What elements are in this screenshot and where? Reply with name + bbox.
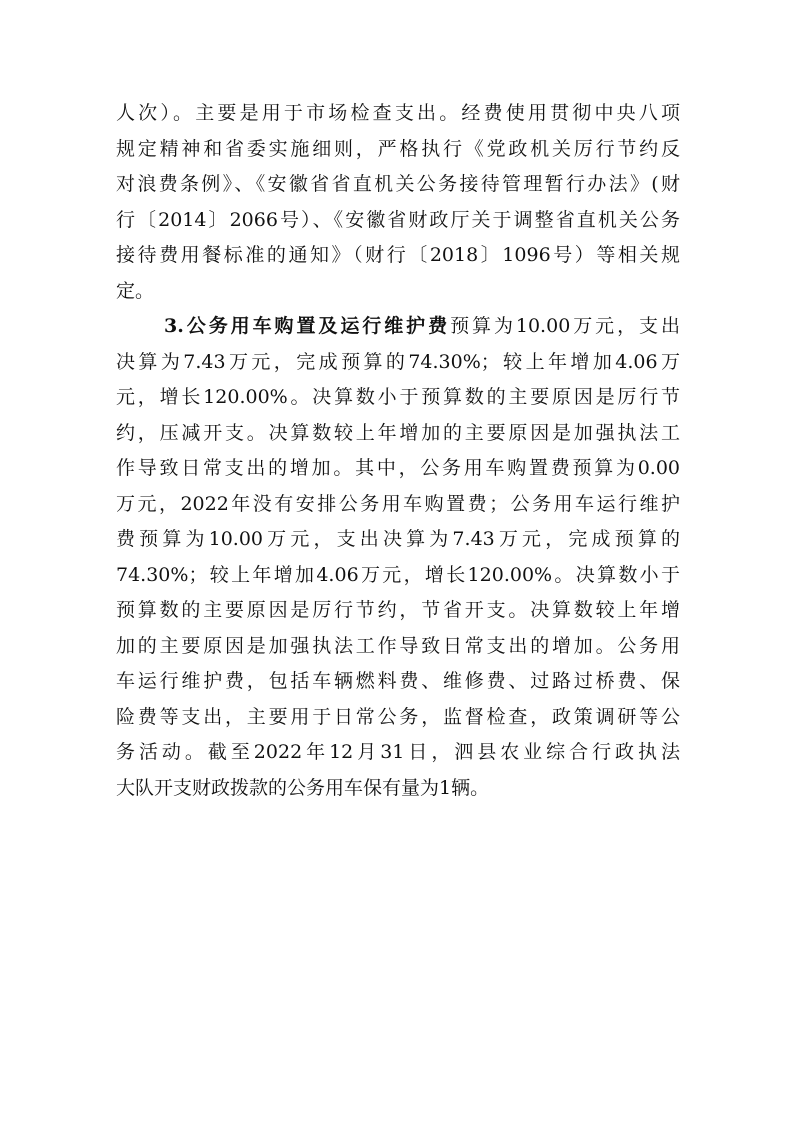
text-line: 决算为7.43万元，完成预算的74.30%；较上年增加4.06万 [116,350,680,373]
text-line: 规定精神和省委实施细则，严格执行《党政机关厉行节约反 [116,137,680,160]
text-line: 加的主要原因是加强执法工作导致日常支出的增加。公务用 [116,634,680,657]
paragraph-official-vehicles [116,309,680,806]
first-line-text: 预算为10.00万元，支出 [450,315,680,337]
text-line: 接待费用餐标准的通知》（财行〔2018〕1096号）等相关规 [116,244,680,266]
text-line: 元，增长120.00%。决算数小于预算数的主要原因是厉行节 [116,386,680,408]
text-line: 车运行维护费，包括车辆燃料费、维修费、过路过桥费、保 [116,670,680,692]
text-line: 万元，2022年没有安排公务用车购置费；公务用车运行维护 [116,492,680,515]
text-line: 作导致日常支出的增加。其中，公务用车购置费预算为0.00 [116,457,680,479]
text-line: 人次）。主要是用于市场检查支出。经费使用贯彻中央八项 [116,102,680,124]
text-line: 约，压减开支。决算数较上年增加的主要原因是加强执法工 [116,421,680,444]
text-line: 务活动。截至2022年12月31日，泗县农业综合行政执法 [116,741,680,763]
text-line: 费预算为10.00万元，支出决算为7.43万元，完成预算的 [116,528,680,550]
text-line: 对浪费条例》、《安徽省省直机关公务接待管理暂行办法》(财 [116,173,680,195]
section-heading: 3.公务用车购置及运行维护费 [164,315,451,337]
text-line: 险费等支出，主要用于日常公务，监督检查，政策调研等公 [116,705,680,728]
text-line: 行〔2014〕2066号）、《安徽省财政厅关于调整省直机关公务 [116,208,680,231]
text-line: 预算数的主要原因是厉行节约，节省开支。决算数较上年增 [116,599,680,621]
first-line [116,309,680,345]
document-page [116,96,680,806]
text-line: 74.30%；较上年增加4.06万元，增长120.00%。决算数小于 [116,563,680,586]
text-line: 大队开支财政拨款的公务用车保有量为1辆。 [116,776,490,799]
text-line: 定。 [116,279,155,302]
paragraph-hospitality [116,96,680,309]
